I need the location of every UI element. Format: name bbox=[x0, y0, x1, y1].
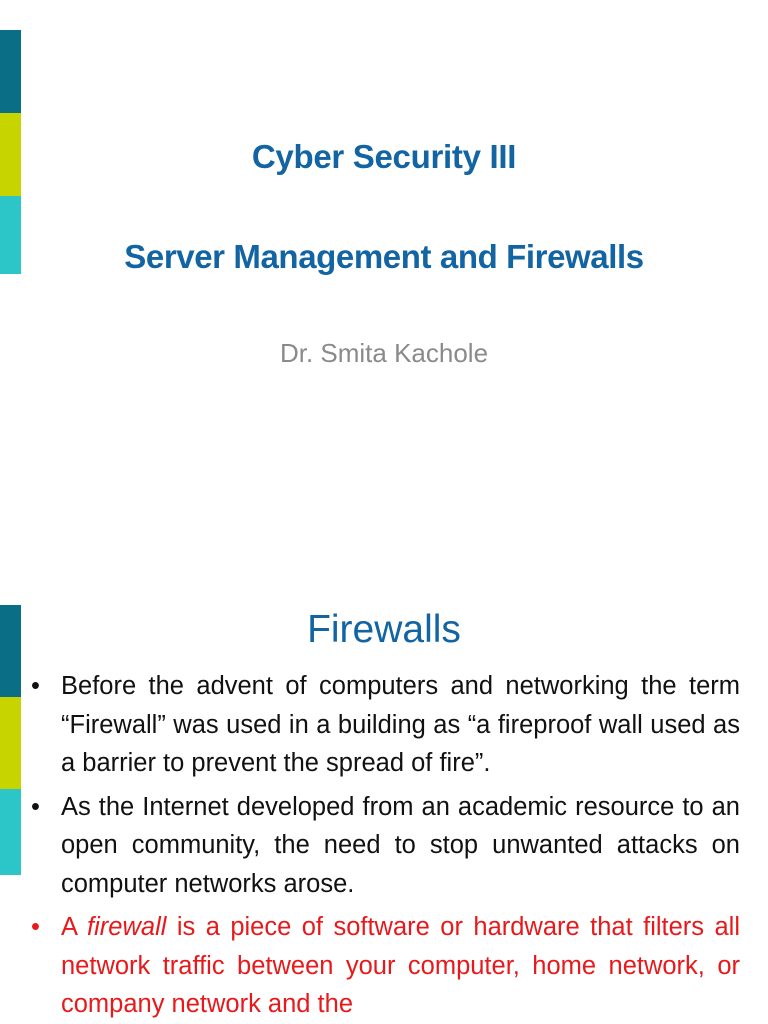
bullet-text: As the Internet developed from an academic resource to an open community, the need to stop unwanted attacks on computer networks arose. bbox=[61, 792, 740, 898]
bullet-emphasis: firewall bbox=[87, 913, 167, 941]
presentation-subtitle: Server Management and Firewalls bbox=[124, 238, 644, 275]
author-name: Dr. Smita Kachole bbox=[279, 338, 489, 368]
bullet-marker: • bbox=[31, 792, 40, 821]
accent-bar-cyan-segment bbox=[0, 789, 21, 875]
accent-bar-teal-segment bbox=[0, 30, 21, 113]
slide-title: Firewalls bbox=[307, 608, 461, 651]
bullet-marker: • bbox=[31, 913, 40, 941]
bullet-marker: • bbox=[31, 672, 40, 700]
presentation-title: Cyber Security III bbox=[251, 138, 517, 175]
bullet-text-start: A bbox=[61, 913, 88, 941]
firewalls-slide bbox=[0, 600, 768, 1024]
bullet-item bbox=[28, 667, 740, 783]
bullet-text-end: is a piece of software or hardware that filters all network traffic between your computer, home network, or company network and the bbox=[61, 913, 740, 1018]
bullet-list bbox=[28, 667, 740, 1024]
accent-bar-lime-segment bbox=[0, 697, 21, 789]
bullet-item bbox=[28, 788, 740, 904]
bullet-text: Before the advent of computers and networking the term “Firewall” was used in a building as “a fireproof wall used as a barrier to prevent the spread of fire”. bbox=[61, 672, 740, 777]
bullet-item-definition bbox=[28, 908, 740, 1024]
